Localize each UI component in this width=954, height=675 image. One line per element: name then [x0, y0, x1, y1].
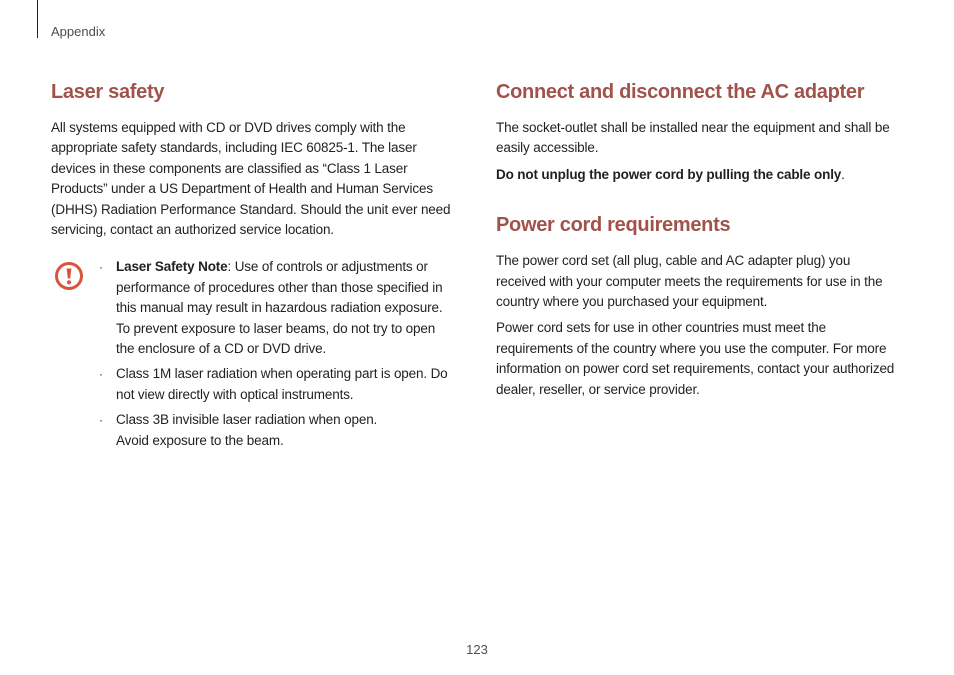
ac-adapter-warning-end: .	[841, 166, 845, 182]
power-cord-paragraph-1: The power cord set (all plug, cable and AC adapter plug) you received with your computer meets the requirements for use in the country where you purchased your equipment.	[496, 253, 883, 310]
exclamation-warning-icon	[54, 261, 84, 291]
ac-adapter-paragraph: The socket-outlet shall be installed near the equipment and shall be easily accessible.	[496, 120, 890, 156]
power-cord-heading: Power cord requirements	[496, 214, 731, 237]
list-item	[99, 257, 451, 359]
left-column	[51, 78, 451, 456]
bullet-dot: ·	[99, 413, 103, 428]
header-corner-line	[37, 0, 38, 38]
bullet-dot: ·	[99, 367, 103, 382]
right-column	[496, 78, 898, 400]
ac-adapter-warning	[496, 165, 898, 185]
laser-safety-heading: Laser safety	[51, 81, 165, 103]
power-cord-paragraph-2: Power cord sets for use in other countries must meet the requirements of the country where you use the computer. For more information on power cord set requirements, contact your authorized dealer, reseller, or service provider.	[496, 320, 895, 397]
class-3b-line1: Class 3B invisible laser radiation when open.	[116, 412, 378, 428]
list-item	[99, 410, 451, 451]
bullet-dot: ·	[99, 260, 103, 275]
laser-note-bold: Laser Safety Note	[116, 259, 228, 275]
class-3b-line2: Avoid exposure to the beam.	[116, 432, 284, 448]
page-number: 123	[466, 642, 488, 657]
laser-safety-note	[51, 257, 451, 451]
class-1m-text: Class 1M laser radiation when operating part is open. Do not view directly with optical instruments.	[116, 366, 448, 402]
laser-note-text: : Use of controls or adjustments or performance of procedures other than those specified in this manual may result in hazardous radiation exposure. To prevent exposure to laser beams, do not try to open the enclosure of a CD or DVD drive.	[116, 259, 443, 357]
list-item	[99, 364, 451, 405]
section-label: Appendix	[51, 24, 106, 39]
laser-safety-intro: All systems equipped with CD or DVD drives comply with the appropriate safety standards, including IEC 60825-1. The laser devices in these components are classified as “Class 1 Laser Products” under a US Department of Health and Human Services (DHHS) Radiation Performance Standard. Should the unit ever need servicing, contact an authorized service location.	[51, 120, 451, 238]
laser-note-list	[99, 257, 451, 451]
ac-adapter-warning-bold: Do not unplug the power cord by pulling the cable only	[496, 166, 842, 182]
ac-adapter-heading: Connect and disconnect the AC adapter	[496, 81, 865, 103]
